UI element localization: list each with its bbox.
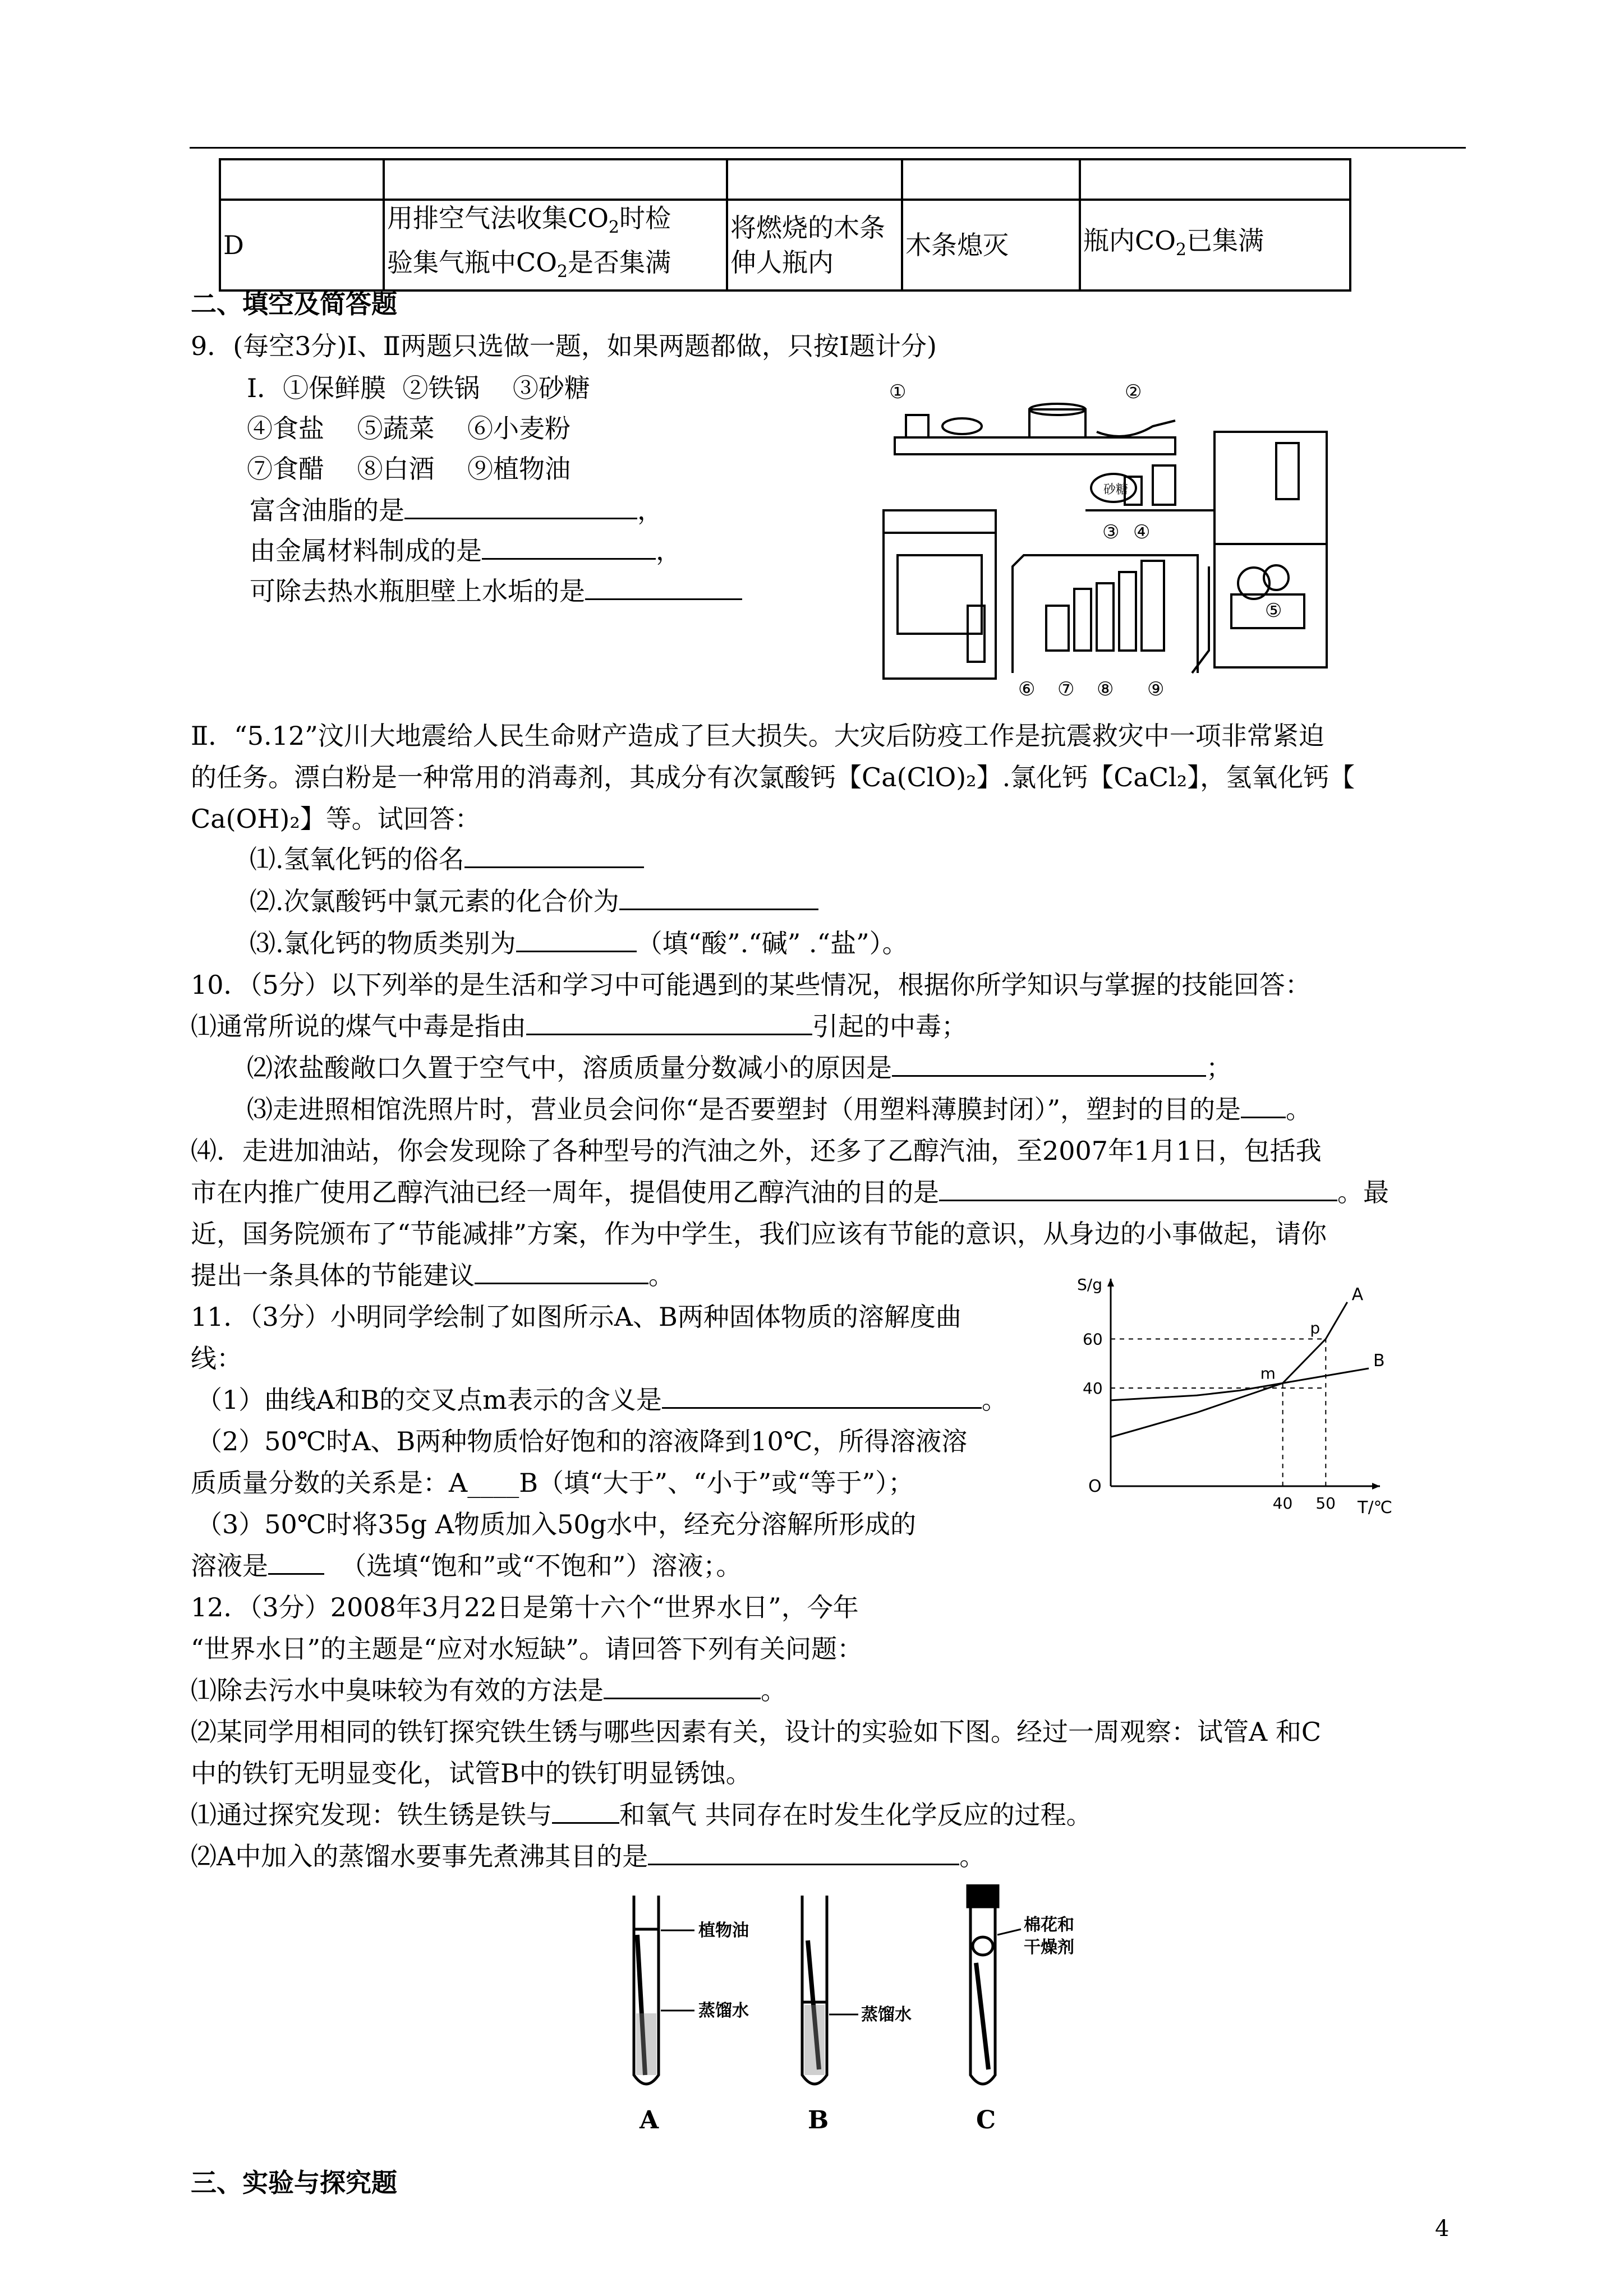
table-cell — [727, 159, 902, 200]
question-9-header: 9．(每空3分)Ⅰ、Ⅱ两题只选做一题，如果两题都做，只按Ⅰ题计分) — [191, 331, 937, 361]
y-axis-arrow — [1107, 1279, 1114, 1287]
answer-blank[interactable] — [268, 1548, 324, 1575]
test-tubes-illustration — [617, 1884, 1099, 2137]
answer-blank[interactable] — [526, 1009, 812, 1035]
q11-sub-3-line-1: （3）50℃时将35g A物质加入50g水中，经充分溶解所形成的 — [196, 1509, 917, 1539]
q10-sub-4-line-4: 提出一条具体的节能建议 。 — [191, 1257, 674, 1293]
answer-blank[interactable] — [648, 1839, 959, 1865]
table-cell — [902, 159, 1080, 200]
q9-ii-question-1: ⑴.氢氧化钙的俗名 — [250, 841, 644, 877]
answer-blank[interactable] — [1241, 1092, 1286, 1118]
q9-blank-3: 可除去热水瓶胆壁上水垢的是 — [250, 573, 742, 609]
answer-blank[interactable] — [552, 1797, 619, 1824]
answer-blank[interactable] — [516, 926, 637, 952]
q9-items-row-3: ⑦食醋 ⑧白酒 ⑨植物油 — [247, 454, 571, 484]
section-heading-3: 三、实验与探究题 — [191, 2168, 397, 2198]
y-tick-label: 60 — [1083, 1330, 1103, 1349]
y-axis-label: S/g — [1077, 1275, 1102, 1294]
y-tick-label: 40 — [1083, 1379, 1103, 1398]
table-cell-label: D — [220, 200, 384, 291]
q10-sub-2: ⑵浓盐酸敞口久置于空气中，溶质质量分数减小的原因是 ； — [247, 1050, 1232, 1086]
q9-items-row-2: ④食盐 ⑤蔬菜 ⑥小麦粉 — [247, 413, 571, 444]
table-cell-phenomenon: 木条熄灭 — [902, 200, 1080, 291]
q11-sub-2-line-1: （2）50℃时A、B两种物质恰好饱和的溶液降到10℃，所得溶液溶 — [196, 1426, 968, 1456]
x-tick-label: 50 — [1315, 1494, 1336, 1513]
fig-label: ④ — [1133, 521, 1151, 543]
q12-sub-1: ⑴除去污水中臭味较为有效的方法是 。 — [191, 1672, 786, 1708]
point-m-label: m — [1260, 1364, 1276, 1383]
oil-label: 植物油 — [698, 1921, 749, 1940]
answer-blank[interactable] — [464, 842, 644, 868]
fig-label: ⑦ — [1057, 678, 1075, 700]
tube-label-c: C — [976, 2106, 996, 2134]
x-tick-label: 40 — [1272, 1494, 1293, 1513]
table-cell-method: 将燃烧的木条 伸人瓶内 — [727, 200, 902, 291]
q11-sub-2-line-2: 质质量分数的关系是：A____B（填“大于”、“小于”或“等于”）； — [191, 1468, 914, 1498]
q12-subq-2: ⑵A中加入的蒸馏水要事先煮沸其目的是 。 — [191, 1838, 985, 1874]
question-12-header: 12．（3分）2008年3月22日是第十六个“世界水日”，今年 — [191, 1592, 859, 1622]
fig-label: ③ — [1102, 521, 1120, 543]
options-table — [219, 158, 1351, 292]
series-label-b: B — [1373, 1351, 1385, 1371]
kitchen-illustration — [872, 370, 1338, 701]
tube-label-b: B — [808, 2106, 829, 2134]
answer-blank[interactable] — [892, 1050, 1206, 1077]
question-10-header: 10．（5分）以下列举的是生活和学习中可能遇到的某些情况，根据你所学知识与掌握的技能回答： — [191, 970, 1311, 1000]
q10-sub-4-line-1: ⑷．走进加油站，你会发现除了各种型号的汽油之外，还多了乙醇汽油，至2007年1月1日，包括我 — [191, 1136, 1322, 1166]
q9-ii-question-2: ⑵.次氯酸钙中氯元素的化合价为 — [250, 883, 818, 919]
answer-blank[interactable] — [482, 533, 656, 560]
cotton-label-1: 棉花和 — [1024, 1915, 1074, 1935]
q9-ii-line-1: Ⅱ．“5.12”汶川大地震给人民生命财产造成了巨大损失。大灾后防疫工作是抗震救灾中一项非常紧迫 — [191, 721, 1324, 751]
origin-label: O — [1088, 1477, 1102, 1496]
header-rule — [190, 147, 1466, 149]
page-number: 4 — [1435, 2216, 1450, 2242]
fig-label: ⑥ — [1018, 678, 1036, 700]
fig-label: ⑤ — [1265, 600, 1282, 622]
solubility-curve-chart — [1077, 1267, 1414, 1514]
table-cell-operation: 用排空气法收集$CO_2$时检 验集气瓶中$CO_2$是否集满 — [384, 200, 727, 291]
answer-blank[interactable] — [619, 884, 818, 910]
table-cell — [220, 159, 384, 200]
answer-blank[interactable] — [939, 1175, 1337, 1201]
cotton-label-2: 干燥剂 — [1024, 1938, 1074, 1957]
q12-sub-2-line-2: 中的铁钉无明显变化，试管B中的铁钉明显锈蚀。 — [191, 1758, 752, 1788]
sugar-label: 砂糖 — [1103, 483, 1129, 497]
table-cell — [384, 159, 727, 200]
answer-blank[interactable] — [475, 1258, 648, 1284]
point-p-label: p — [1310, 1318, 1321, 1338]
fig-label: ① — [889, 381, 907, 403]
question-11-header-2: 线： — [191, 1343, 242, 1373]
q9-items-row-1: Ⅰ．①保鲜膜 ②铁锅 ③砂糖 — [247, 373, 590, 403]
q9-blank-2: 由金属材料制成的是 ， — [250, 533, 682, 569]
q10-sub-4-line-2: 市在内推广使用乙醇汽油已经一周年，提倡使用乙醇汽油的目的是 。最 — [191, 1174, 1389, 1210]
section-heading: 二、填空及简答题 — [191, 289, 397, 319]
table-cell-conclusion: 瓶内$CO_2$已集满 — [1080, 200, 1350, 291]
q9-blank-1: 富含油脂的是 ， — [250, 492, 663, 528]
answer-blank[interactable] — [585, 574, 742, 600]
q9-ii-line-3: Ca(OH)₂】等。试回答： — [191, 804, 481, 834]
tube-label-a: A — [640, 2106, 659, 2134]
series-label-a: A — [1351, 1284, 1364, 1304]
water-label-a: 蒸馏水 — [698, 2001, 749, 2021]
fig-label: ⑨ — [1147, 678, 1165, 700]
q10-sub-4-line-3: 近，国务院颁布了“节能减排”方案，作为中学生，我们应该有节能的意识，从身边的小事做起，请你 — [191, 1219, 1327, 1249]
answer-blank[interactable] — [662, 1382, 982, 1409]
q11-sub-3-line-2: 溶液是 （选填“饱和”或“不饱和”）溶液；。 — [191, 1548, 742, 1584]
q10-sub-1: ⑴通常所说的煤气中毒是指由 引起的中毒； — [191, 1008, 967, 1044]
fig-label: ② — [1125, 381, 1142, 403]
q9-ii-question-3: ⑶.氯化钙的物质类别为 （填“酸”.“碱” .“盐”）。 — [250, 925, 908, 961]
q10-sub-3: ⑶走进照相馆洗照片时，营业员会问你“是否要塑封（用塑料薄膜封闭）”，塑封的目的是 。 — [247, 1091, 1312, 1127]
question-12-header-2: “世界水日”的主题是“应对水短缺”。请回答下列有关问题： — [191, 1634, 863, 1664]
series-line-b — [1111, 1368, 1369, 1400]
x-axis-arrow — [1372, 1483, 1380, 1490]
x-axis-label: T/℃ — [1358, 1498, 1393, 1514]
answer-blank[interactable] — [404, 493, 637, 519]
answer-blank[interactable] — [604, 1673, 761, 1699]
question-11-header: 11．（3分）小明同学绘制了如图所示A、B两种固体物质的溶解度曲 — [191, 1302, 961, 1332]
q12-sub-2-line-1: ⑵某同学用相同的铁钉探究铁生锈与哪些因素有关，设计的实验如下图。经过一周观察：试管A 和C — [191, 1717, 1322, 1747]
table-cell — [1080, 159, 1350, 200]
fig-label: ⑧ — [1097, 678, 1114, 700]
q11-sub-1: （1）曲线A和B的交叉点m表示的含义是 。 — [196, 1382, 1007, 1418]
water-label-b: 蒸馏水 — [861, 2005, 912, 2025]
q9-ii-line-2: 的任务。漂白粉是一种常用的消毒剂，其成分有次氯酸钙【Ca(ClO)₂】.氯化钙【CaCl₂】，氢氧化钙【 — [191, 762, 1355, 792]
q12-subq-1: ⑴通过探究发现：铁生锈是铁与 和氧气 共同存在时发生化学反应的过程。 — [191, 1797, 1092, 1833]
